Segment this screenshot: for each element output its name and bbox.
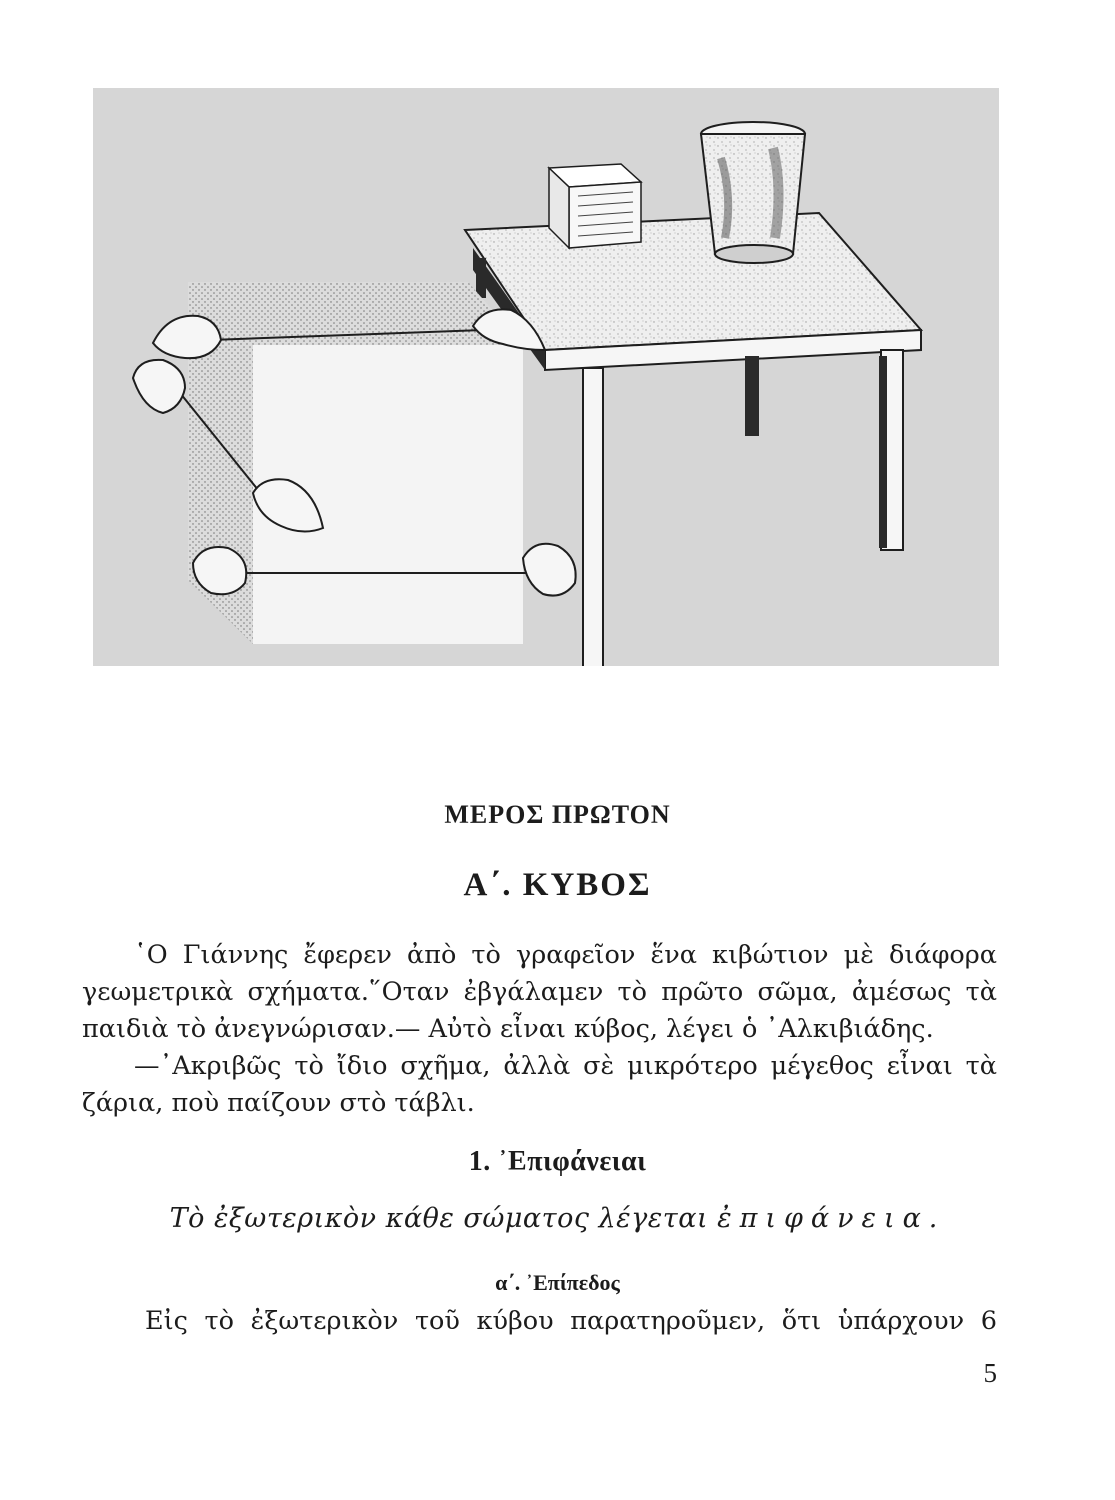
definition-text: Τὸ ἐξωτερικὸν κάθε σώματος λέγεται [169, 1203, 709, 1234]
subsection-heading: α΄. ᾿Επίπεδος [495, 1270, 620, 1295]
paragraph-2: —᾿Ακριβῶς τὸ ἴδιο σχῆμα, ἀλλὰ σὲ μικρότερο μέγεθος εἶναι τὰ ζάρια, ποὺ παίζουν στὸ τάβλι. [82, 1051, 997, 1118]
cube-table-illustration [93, 88, 999, 666]
section-heading: 1. ᾿Επιφάνειαι [468, 1146, 647, 1177]
body-text [82, 937, 997, 1122]
hand-bottom-right [523, 544, 576, 596]
chapter-title: Α΄. ΚΥΒΟΣ [463, 867, 652, 903]
table-leg-back-right [879, 356, 887, 548]
table-leg-back-left [745, 356, 759, 436]
page-number: 5 [983, 1358, 997, 1388]
definition-term: ἐπιφάνεια. [717, 1203, 946, 1234]
definition-line [0, 1203, 1115, 1234]
part-title: ΜΕΡΟΣ ΠΡΩΤΟΝ [444, 800, 671, 829]
paragraph-1: ῾Ο Γιάννης ἔφερεν ἀπὸ τὸ γραφεῖον ἕνα κιβώτιον μὲ διάφορα γεωμετρικὰ σχήματα.῞Οταν ἐβγάλαμεν τὸ πρῶτο σῶμα, ἀμέσως τὰ παιδιὰ τὸ ἀνεγνώρισαν.— Αὐτὸ εἶναι κύβος, λέγει ὁ ᾿Αλκιβιάδης. [82, 940, 997, 1044]
small-glass-cube [549, 164, 641, 248]
body-text-continued: Εἰς τὸ ἐξωτερικὸν τοῦ κύβου παρατηροῦμεν, ὅτι ὑπάρχουν 6 [145, 1306, 997, 1336]
table [465, 213, 921, 666]
hand-left-middle [133, 360, 185, 413]
illustration-svg [93, 88, 999, 666]
hand-top-left [153, 316, 221, 358]
table-leg-front-left [583, 368, 603, 666]
drinking-glass [701, 122, 805, 263]
table-leg-back-left-dark [476, 258, 486, 298]
